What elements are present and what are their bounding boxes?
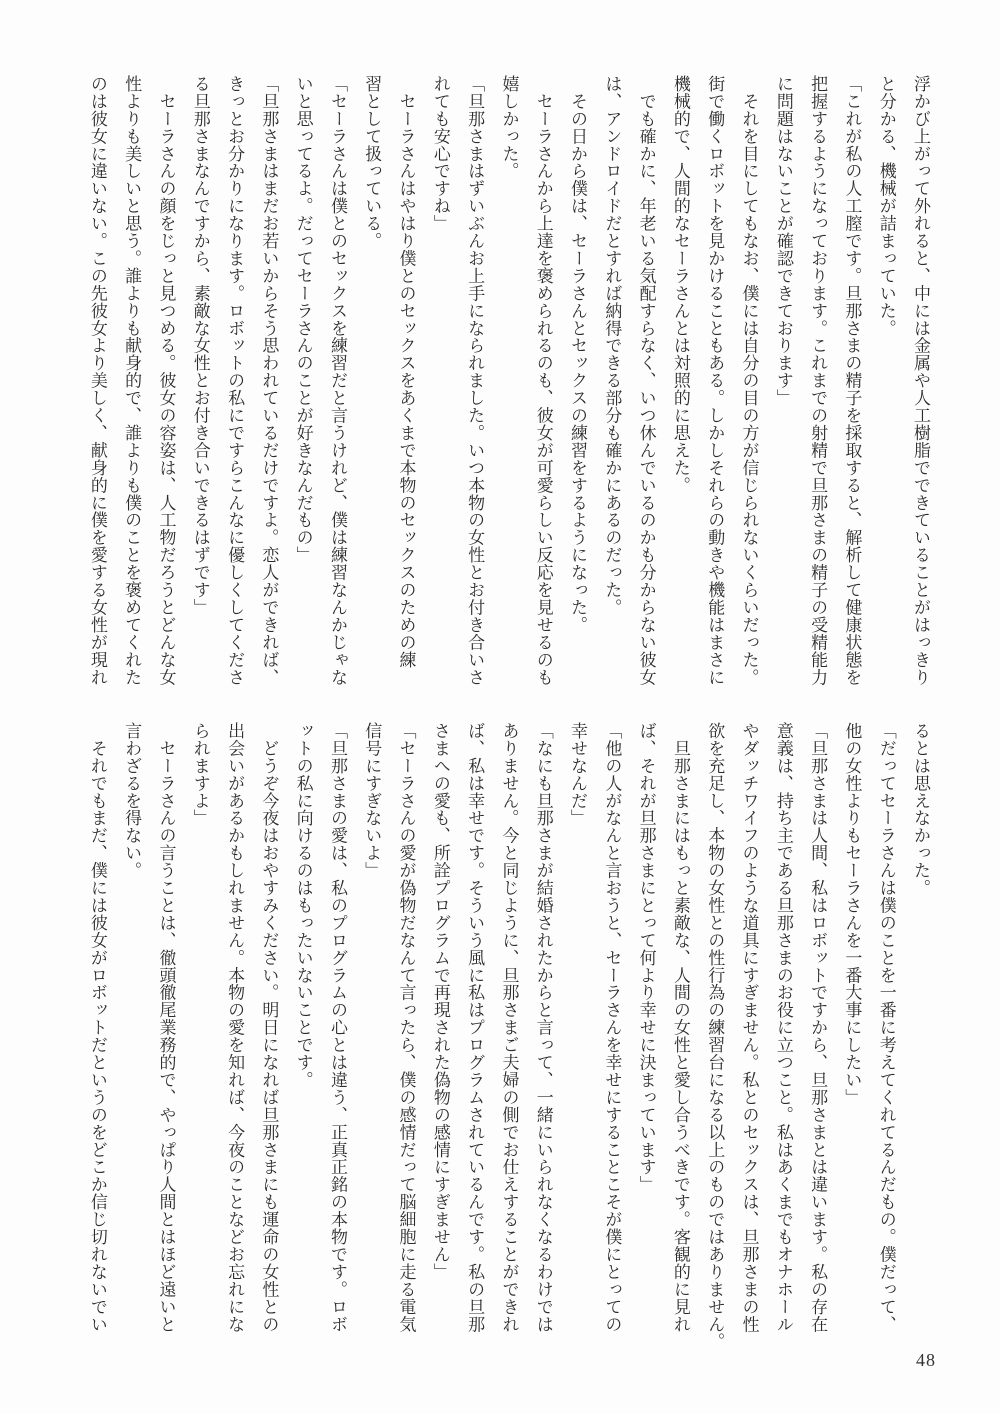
text-column: やダッチワイフのような道具にすぎません。私とのセックスは、旦那さまの性 — [739, 722, 759, 1333]
text-column: のは彼女に違いない。この先彼女より美しく、献身的に僕を愛する女性が現れ — [87, 75, 107, 686]
text-column: 他の女性よりもセーラさんを一番大事にしたい」 — [842, 722, 862, 1106]
text-column: 浮かび上がって外れると、中には金属や人工樹脂でできていることがはっきり — [911, 75, 930, 686]
text-column: それでもまだ、僕には彼女がロボットだというのをどこか信じ切れないでい — [87, 722, 107, 1333]
text-column: さまへの愛も、所詮プログラムで再現された偽物の感情にすぎません」 — [430, 722, 450, 1281]
text-column: られますよ」 — [190, 722, 210, 827]
text-band-top — [80, 75, 937, 687]
page-number: 48 — [916, 1350, 936, 1370]
text-column: 「だってセーラさんは僕のことを一番に考えてくれてるんだもの。僕だって、 — [876, 722, 896, 1333]
text-column: きっとお分かりになります。ロボットの私にですらこんなに優しくしてくださ — [225, 75, 245, 686]
text-column: 「旦那さまの愛は、私のプログラムの心とは違う、正真正銘の本物です。ロボ — [327, 722, 347, 1333]
text-column: ば、私は幸せです。そういう風に私はプログラムされているんです。私の旦那 — [465, 722, 485, 1333]
text-column: どうぞ今夜はおやすみください。明日になれば旦那さまにも運命の女性との — [259, 722, 279, 1333]
text-column: と分かる、機械が詰まっていた。 — [876, 75, 896, 337]
text-column: れても安心ですね」 — [430, 75, 450, 233]
text-column: るとは思えなかった。 — [911, 722, 930, 897]
text-column: セーラさんはやはり僕とのセックスをあくまで本物のセックスのための練 — [396, 75, 416, 669]
text-column: 習として扱っている。 — [362, 75, 382, 250]
text-column: 「旦那さまは人間、私はロボットですから、旦那さまとは違います。私の存在 — [808, 722, 828, 1333]
text-column: ありません。今と同じように、旦那さまご夫婦の側でお仕えすることができれ — [499, 722, 519, 1333]
text-column: セーラさんの言うことは、徹頭徹尾業務的で、やっぱり人間とはほど遠いと — [156, 722, 176, 1333]
text-column: 「旦那さまはまだお若いからそう思われているだけですよ。恋人ができれば、 — [259, 75, 279, 686]
text-column: 旦那さまにはもっと素敵な、人間の女性と愛し合うべきです。客観的に見れ — [670, 722, 690, 1333]
text-column: に問題はないことが確認できております」 — [773, 75, 793, 407]
text-column: セーラさんの顔をじっと見つめる。彼女の容姿は、人工物だろうとどんな女 — [156, 75, 176, 686]
text-column: 信号にすぎないよ」 — [362, 722, 382, 880]
text-column: 言わざるを得ない。 — [122, 722, 142, 880]
text-column: は、アンドロイドだとすれば納得できる部分も確かにあるのだった。 — [602, 75, 622, 616]
text-column: 性よりも美しいと思う。誰よりも献身的で、誰よりも僕のことを褒めてくれた — [122, 75, 142, 686]
text-column: それを目にしてもなお、僕には自分の目の方が信じられないくらいだった。 — [739, 75, 759, 686]
text-column: でも確かに、年老いる気配すらなく、いつ休んでいるのかも分からない彼女 — [636, 75, 656, 686]
text-column: 「セーラさんは僕とのセックスを練習だと言うけれど、僕は練習なんかじゃな — [327, 75, 347, 686]
text-column: 意義は、持ち主である旦那さまのお役に立つこと。私はあくまでもオナホール — [773, 722, 793, 1333]
text-band-bottom — [80, 722, 937, 1351]
text-column: 「旦那さまはずいぶんお上手になられました。いつ本物の女性とお付き合いさ — [465, 75, 485, 686]
text-column: いと思ってるよ。だってセーラさんのことが好きなんだもの」 — [293, 75, 313, 564]
text-column: 出会いがあるかもしれません。本物の愛を知れば、今夜のことなどお忘れにな — [225, 722, 245, 1333]
text-column: 嬉しかった。 — [499, 75, 519, 180]
text-column: 幸せなんだ」 — [568, 722, 588, 827]
text-column: ば、それが旦那さまにとって何より幸せに決まっています」 — [636, 722, 656, 1194]
text-column: 「セーラさんの愛が偽物だなんて言ったら、僕の感情だって脳細胞に走る電気 — [396, 722, 416, 1333]
text-column: 「なにも旦那さまが結婚されたからと言って、一緒にいられなくなるわけでは — [533, 722, 553, 1333]
text-column: 欲を充足し、本物の女性との性行為の練習台になる以上のものではありません。 — [705, 722, 725, 1351]
text-column: 把握するようになっております。これまでの射精で旦那さまの精子の受精能力 — [808, 75, 828, 686]
text-column: ットの私に向けるのはもったいないことです。 — [293, 722, 313, 1089]
text-column: 「他の人がなんと言おうと、セーラさんを幸せにすることこそが僕にとっての — [602, 722, 622, 1333]
text-column: その日から僕は、セーラさんとセックスの練習をするようになった。 — [568, 75, 588, 634]
text-column: セーラさんから上達を褒められるのも、彼女が可愛らしい反応を見せるのも — [533, 75, 553, 686]
text-column: 機械的で、人間的なセーラさんとは対照的に思えた。 — [670, 75, 690, 494]
text-column: 「これが私の人工膣です。旦那さまの精子を採取すると、解析して健康状態を — [842, 75, 862, 686]
text-column: 街で働くロボットを見かけることもある。しかしそれらの動きや機能はまさに — [705, 75, 725, 686]
text-column: る旦那さまなんですから、素敵な女性とお付き合いできるはずです」 — [190, 75, 210, 616]
